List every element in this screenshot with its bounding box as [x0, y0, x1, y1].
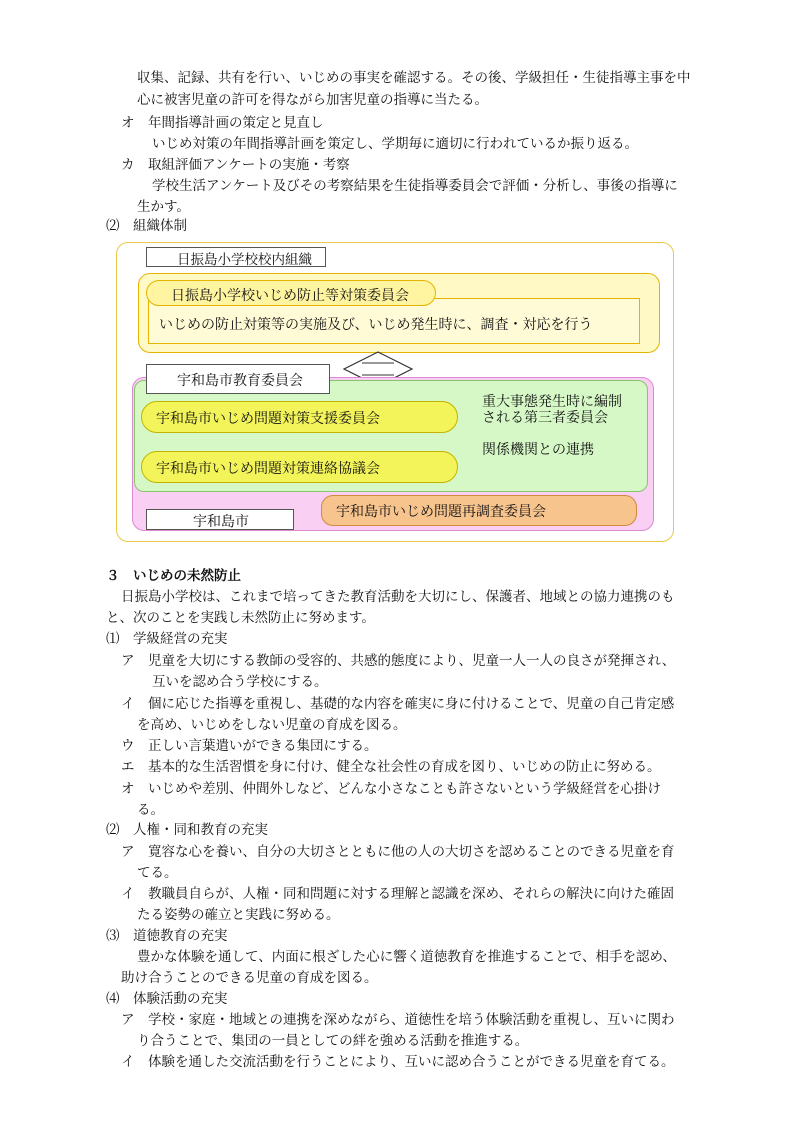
text-line: イ 教職員自らが、人権・同和問題に対する理解と認識を深め、それらの解決に向けた確固 [121, 886, 674, 902]
subsection-heading: ⑵ 人権・同和教育の充実 [106, 822, 268, 838]
text-line: てる。 [137, 865, 178, 881]
third-party-committee-line: される第三者委員会 [482, 410, 608, 426]
text-line: 学校生活アンケート及びその考察結果を生徒指導委員会で評価・分析し、事後の指導に [152, 178, 678, 194]
city-label: 宇和島市 [146, 509, 294, 530]
text-line: オ いじめや差別、仲間外しなど、どんな小さなことも許さないという学級経営を心掛け [121, 781, 661, 797]
committee-description-box: いじめの防止対策等の実施及び、いじめ発生時に、調査・対応を行う [148, 298, 640, 344]
school-org-label: 日振島小学校校内組織 [146, 247, 326, 267]
text-line: を高め、いじめをしない児童の育成を図る。 [137, 717, 407, 733]
text-line: ア 寛容な心を養い、自分の大切さとともに他の人の大切さを認めることのできる児童を育 [121, 844, 675, 860]
text-line: と、次のことを実践し未然防止に努めます。 [106, 610, 375, 626]
board-label: 宇和島市教育委員会 [146, 364, 330, 394]
school-committee-label: 日振島小学校いじめ防止等対策委員会 [146, 280, 436, 306]
text-line: エ 基本的な生活習慣を身に付け、健全な社会性の育成を図り、いじめの防止に努める。 [121, 759, 661, 775]
text-line: 豊かな体験を通して、内面に根ざした心に響く道徳教育を推進することで、相手を認め、 [137, 949, 676, 965]
text-line: オ 年間指導計画の策定と見直し [121, 115, 324, 131]
liaison-council: 宇和島市いじめ問題対策連絡協議会 [141, 451, 458, 483]
text-line: 助け合うことのできる児童の育成を図る。 [121, 970, 378, 986]
support-committee: 宇和島市いじめ問題対策支援委員会 [141, 401, 458, 433]
section-heading: ３ いじめの未然防止 [106, 568, 241, 584]
text-line: たる姿勢の確立と実践に努める。 [137, 907, 340, 923]
text-line: る。 [137, 802, 164, 818]
reinvestigation-committee: 宇和島市いじめ問題再調査委員会 [321, 495, 637, 526]
section-heading: ⑵ 組織体制 [106, 218, 187, 234]
text-line: カ 取組評価アンケートの実施・考察 [121, 157, 350, 173]
text-line: ア 学校・家庭・地域との連携を深めながら、道徳性を培う体験活動を重視し、互いに関わ [121, 1012, 675, 1028]
third-party-committee-line: 重大事態発生時に編制 [482, 394, 622, 410]
text-line: 互いを認め合う学校にする。 [152, 674, 328, 690]
text-line: 心に被害児童の許可を得ながら加害児童の指導に当たる。 [137, 92, 488, 108]
subsection-heading: ⑴ 学級経営の充実 [106, 631, 228, 647]
text-line: 日振島小学校は、これまで培ってきた教育活動を大切にし、保護者、地域との協力連携のも [121, 589, 675, 605]
subsection-heading: ⑶ 道徳教育の充実 [106, 928, 228, 944]
subsection-heading: ⑷ 体験活動の充実 [106, 991, 228, 1007]
text-line: イ 個に応じた指導を重視し、基礎的な内容を確実に身に付けることで、児童の自己肯定感 [121, 696, 675, 712]
text-line: 収集、記録、共有を行い、いじめの事実を確認する。その後、学級担任・生徒指導主事を中 [137, 70, 691, 86]
text-line: り合うことで、集団の一員としての絆を強める活動を推進する。 [137, 1033, 529, 1049]
related-agencies: 関係機関との連携 [482, 442, 594, 458]
text-line: 生かす。 [137, 199, 190, 215]
text-line: イ 体験を通した交流活動を行うことにより、互いに認め合うことができる児童を育てる。 [121, 1054, 675, 1070]
text-line: ウ 正しい言葉遣いができる集団にする。 [121, 738, 378, 754]
text-line: いじめ対策の年間指導計画を策定し、学期毎に適切に行われているか振り返る。 [152, 136, 638, 152]
text-line: ア 児童を大切にする教師の受容的、共感的態度により、児童一人一人の良さが発揮され、 [121, 653, 676, 669]
